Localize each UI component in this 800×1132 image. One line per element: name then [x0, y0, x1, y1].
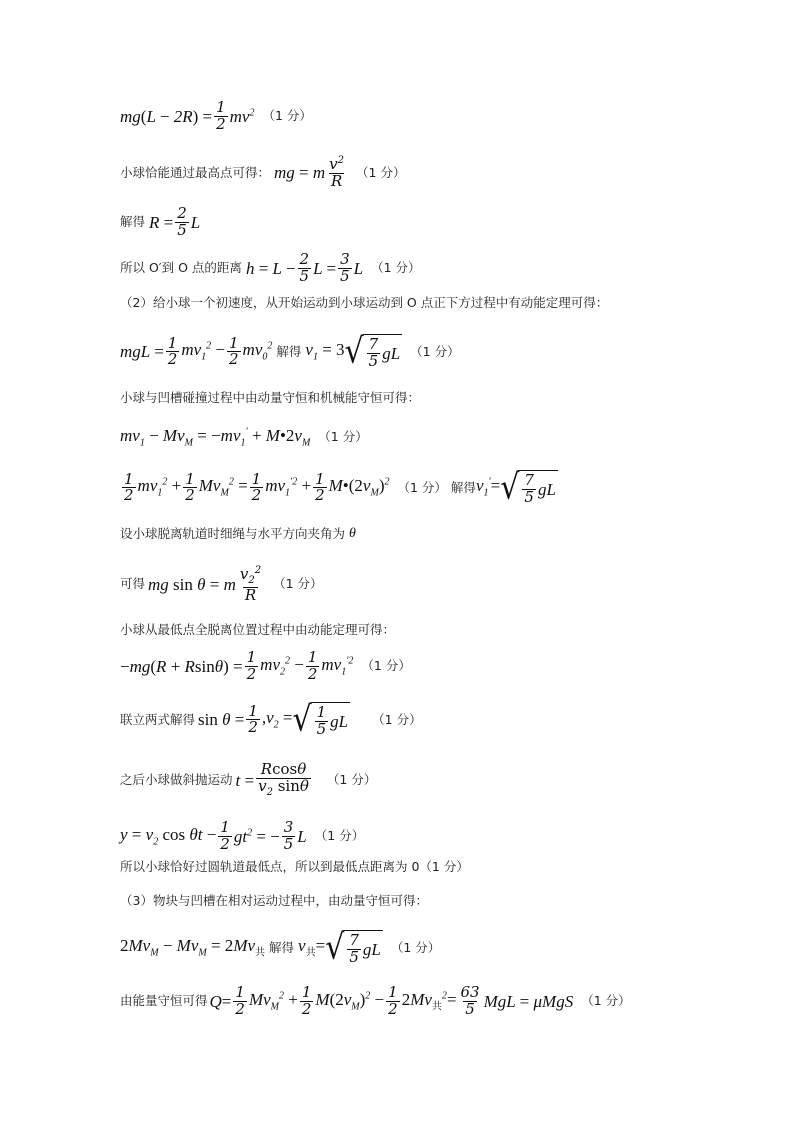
line-conclusion-part2 [120, 861, 469, 874]
explanation-text: 小球恰能通过最高点可得： [120, 164, 271, 180]
score-label: （1 分） [371, 260, 421, 275]
score-label: （1 分） [397, 479, 447, 495]
score-label: （1 分） [356, 164, 406, 180]
explanation-text: 小球从最低点全脱离位置过程中由动能定理可得： [120, 622, 396, 637]
explanation-text: 所以小球恰好过圆轨道最低点，所以到最低点距离为 0（1 分） [120, 859, 469, 874]
line-part2-intro [120, 297, 608, 310]
line-lowest-to-detach [120, 624, 395, 637]
equation-energy-detach: −mg(R + Rsinθ) = $\frac{1}{2}$ $mv_2^2$ − $\frac{1}{2}$ $mv_1^{'2}$ （1 分） [120, 648, 411, 683]
explanation-text: 联立两式解得 [120, 711, 196, 727]
score-label: （1 分） [318, 429, 368, 445]
equation-kinetic-energy: mgL = $\frac{1}{2}$ $mv_1^2$ − $\frac{1}{2}$ $mv_0^2$ 解得 $v_1 = 3$ √ $\frac{7}{5}$ gL （1 分） [120, 331, 460, 372]
score-label: （1 分） [273, 576, 323, 592]
equation-projectile-time: 之后小球做斜抛运动 t = $\frac{Rcos\theta}{v_2 \sin\theta}$ （1 分） [120, 760, 377, 798]
line-solve-R: 解得 R = $\frac{2}{5}$ L [120, 204, 201, 239]
equation-centripetal: 可得 mg sin θ = m $\frac{v_2^2}{R}$ （1 分） [120, 565, 323, 604]
line-collision-intro [120, 392, 420, 405]
equation-heat: 由能量守恒可得 Q= $\frac{1}{2}$ $Mv_M^2$ + $\frac{1}{2}$ $M(2v_M)^2$ − $\frac{1}{2}$ $2Mv_共^2=$ $\frac{63}{5}$ MgL = μMgS （1 分） [120, 983, 631, 1018]
score-label: （1 分） [314, 828, 365, 843]
score-label: （1 分） [390, 939, 441, 955]
explanation-text: （3）物块与凹槽在相对运动过程中，由动量守恒可得： [120, 893, 428, 908]
explanation-text: 所以 O′到 O 点的距离 [120, 260, 242, 275]
equation-mechanical-energy: $\frac{1}{2}$ $mv_1^2$ + $\frac{1}{2}$ $Mv_M^2$ = $\frac{1}{2}$ $mv_1^{'2}$ + $\frac{1}{2}$ $M•(2v_M)^2$ （1 分） 解得 $v_1'=$ √ $\frac{7}{5}$ gL [124, 467, 556, 508]
score-label: （1 分） [372, 711, 422, 727]
explanation-text: 解得 [450, 479, 476, 495]
equation-common-velocity: $2Mv_M - Mv_M = 2Mv_共$ 解得 $v_共=$ √ $\frac{7}{5}$ gL （1 分） [120, 927, 441, 968]
line-top-point: 小球恰能通过最高点可得： mg = m $\frac{v^2}{R}$ （1 分） [120, 155, 406, 190]
explanation-text: 可得 [120, 576, 146, 592]
explanation-text: （2）给小球一个初速度，从开始运动到小球运动到 O 点正下方过程中有动能定理可得： [120, 295, 609, 310]
score-label: （1 分） [361, 658, 411, 673]
explanation-text: 解得 [276, 343, 302, 359]
equation-projectile-y: $y = v_2$ cos θt − $\frac{1}{2}$ $gt^2$ = − $\frac{3}{5}$ L （1 分） [120, 818, 365, 853]
line-part3-intro [120, 895, 428, 908]
line-distance-h: 所以 O′到 O 点的距离 h = L − $\frac{2}{5}$ L = $\frac{3}{5}$ L （1 分） [120, 250, 421, 285]
score-label: （1 分） [410, 343, 460, 359]
explanation-text: 解得 [120, 214, 146, 229]
explanation-text: 之后小球做斜抛运动 [120, 771, 233, 787]
explanation-text: 解得 [269, 939, 295, 955]
explanation-text: 小球与凹槽碰撞过程中由动量守恒和机械能守恒可得： [120, 390, 421, 405]
equation-energy-top: mg(L − 2R) = $\frac{1}{2}$ $mv^2$ （1 分） [120, 98, 312, 133]
equation-momentum: $mv_1 - Mv_M = -mv_1'$ + $M•2v_M$ （1 分） [120, 426, 368, 449]
line-combined-solve: 联立两式解得 sin θ = $\frac{1}{2}$ $,v_2$ = √ $\frac{1}{5}$ gL （1 分） [120, 699, 422, 740]
line-detach-angle: 设小球脱离轨道时细绳与水平方向夹角为 θ [120, 525, 356, 541]
explanation-text: 设小球脱离轨道时细绳与水平方向夹角为 [120, 525, 346, 541]
score-label: （1 分） [326, 771, 377, 787]
score-label: （1 分） [262, 108, 312, 123]
explanation-text: 由能量守恒可得 [120, 993, 208, 1008]
score-label: （1 分） [581, 993, 631, 1008]
